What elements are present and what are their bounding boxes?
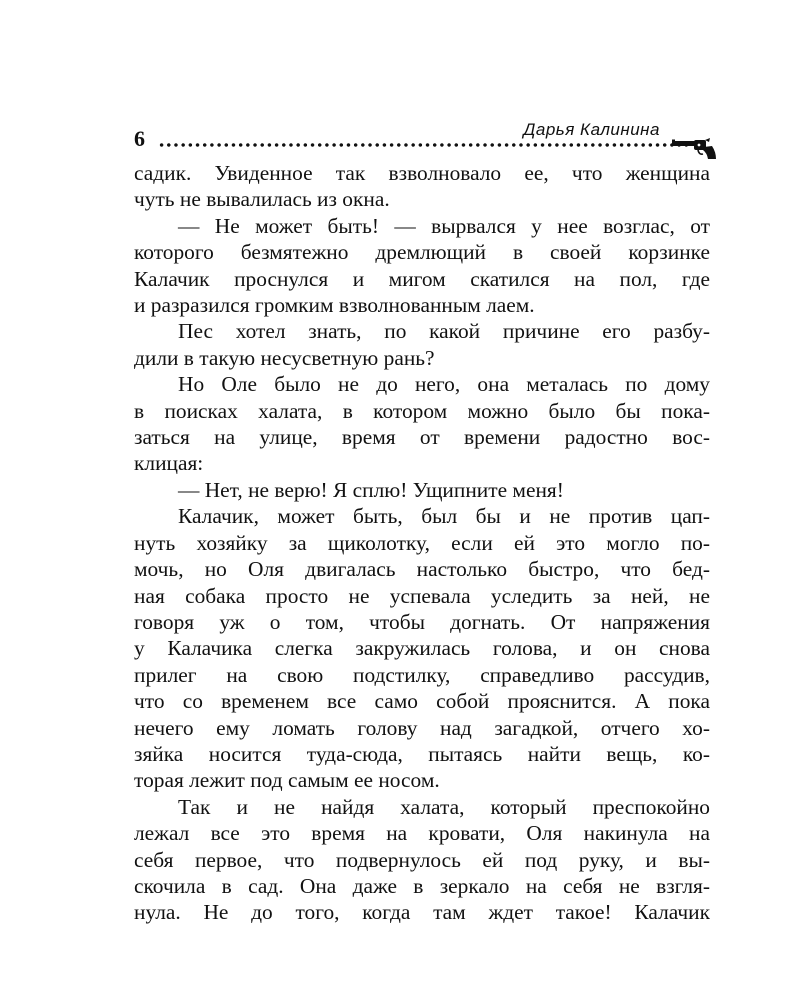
dotted-leader [158,142,688,148]
text-line: скочила в сад. Она даже в зеркало на себя не взгля- [134,873,710,898]
text-line: Пес хотел знать, по какой причине его разбу- [178,319,710,344]
text-line: Так и не найдя халата, который преспокойно [178,794,710,819]
text-line: нула. Не до того, когда там ждет такое! Калачик [134,900,710,925]
revolver-icon [672,138,718,160]
text-line: лежал все это время на кровати, Оля накинула на [134,821,710,846]
running-header [134,120,718,160]
text-line: нечего ему ломать голову над загадкой, отчего хо- [134,715,710,740]
text-line: мочь, но Оля двигалась настолько быстро, что бед- [134,557,710,582]
text-line: зяйка носится туда-сюда, пытаясь найти вещь, ко- [134,741,710,766]
text-line: садик. Увиденное так взволновало ее, что женщина [134,161,710,185]
text-line: Но Оле было не до него, она металась по дому [178,372,710,397]
body-text [134,160,710,926]
text-line: что со временем все само собой прояснится. А пока [134,689,710,714]
text-line: Калачик, может быть, был бы и не против цап- [178,504,710,529]
text-line: у Калачика слегка закружилась голова, и он снова [134,636,710,661]
text-line: в поисках халата, в котором можно было бы пока- [134,398,710,423]
text-line: говоря уж о том, чтобы догнать. От напряжения [134,609,710,634]
text-line: чуть не вывалилась из окна. [134,187,390,212]
text-line: — Нет, не верю! Я сплю! Ущипните меня! [178,477,564,502]
text-line: торая лежит под самым ее носом. [134,768,440,793]
text-line: дили в такую несусветную рань? [134,345,435,370]
text-line: и разразился громким взволнованным лаем. [134,293,535,318]
text-line: — Не может быть! — вырвался у нее возглас, от [178,213,710,238]
text-line: себя первое, что подвернулось ей под руку, и вы- [134,847,710,872]
author-name: Дарья Калинина [523,120,660,139]
text-line: заться на улице, время от времени радостно вос- [134,425,710,450]
text-line: Калачик проснулся и мигом скатился на пол, где [134,266,710,291]
text-line: клицая: [134,451,204,476]
text-line: ная собака просто не успевала уследить за ней, не [134,583,710,608]
text-line: нуть хозяйку за щиколотку, если ей это могло по- [134,530,710,555]
page-number: 6 [134,126,145,151]
text-line: которого безмятежно дремлющий в своей корзинке [134,240,710,265]
text-line: прилег на свою подстилку, справедливо рассудив, [134,662,710,687]
